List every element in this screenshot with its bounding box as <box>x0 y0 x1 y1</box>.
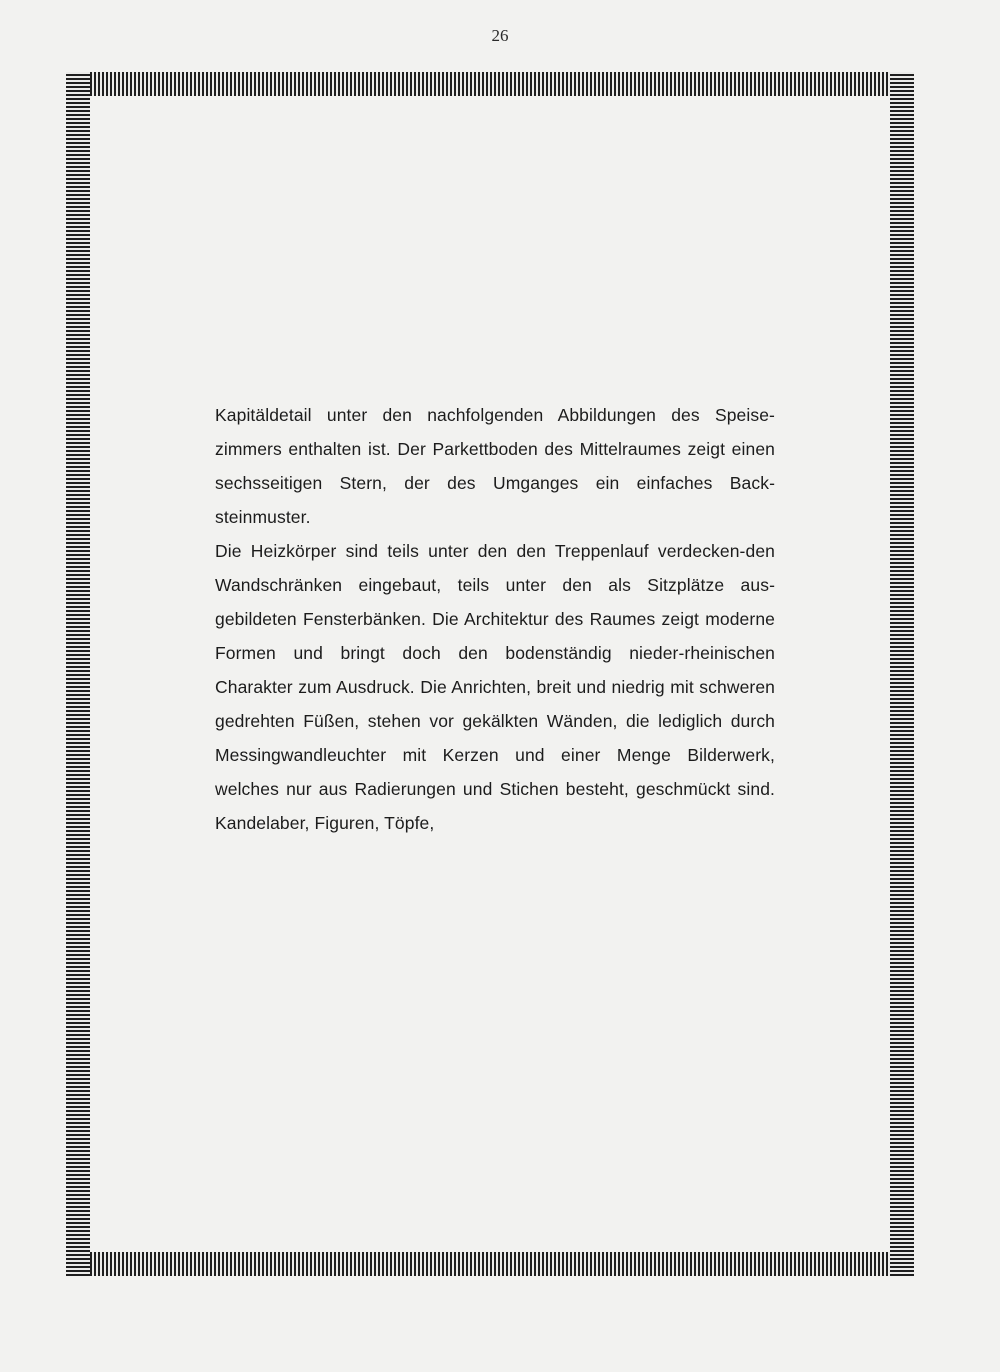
body-text <box>215 398 775 840</box>
paragraph-2: Die Heizkörper sind teils unter den den Treppenlauf verdecken-den Wandschränken eingebaut, teils unter den als Sitzplätze aus-gebildeten Fensterbänken. Die Architektur des Raumes zeigt moderne Formen und bringt doch den bodenständig nieder-rheinischen Charakter zum Ausdruck. Die Anrichten, breit und niedrig mit schweren gedrehten Füßen, stehen vor gekälkten Wänden, die lediglich durch Messingwandleuchter mit Kerzen und einer Menge Bilderwerk, welches nur aus Radierungen und Stichen besteht, geschmückt sind. Kandelaber, Figuren, Töpfe, <box>215 541 775 833</box>
page-number: 26 <box>491 26 509 45</box>
paragraph-1: Kapitäldetail unter den nachfolgenden Abbildungen des Speise-zimmers enthalten ist. Der Parkettboden des Mittelraumes zeigt einen sechsseitigen Stern, der des Umganges ein einfaches Back-steinmuster. <box>215 405 775 527</box>
decorative-border-top <box>66 72 914 96</box>
decorative-border-bottom <box>66 1252 914 1276</box>
decorative-border-right <box>890 72 914 1276</box>
decorative-border-left <box>66 72 90 1276</box>
